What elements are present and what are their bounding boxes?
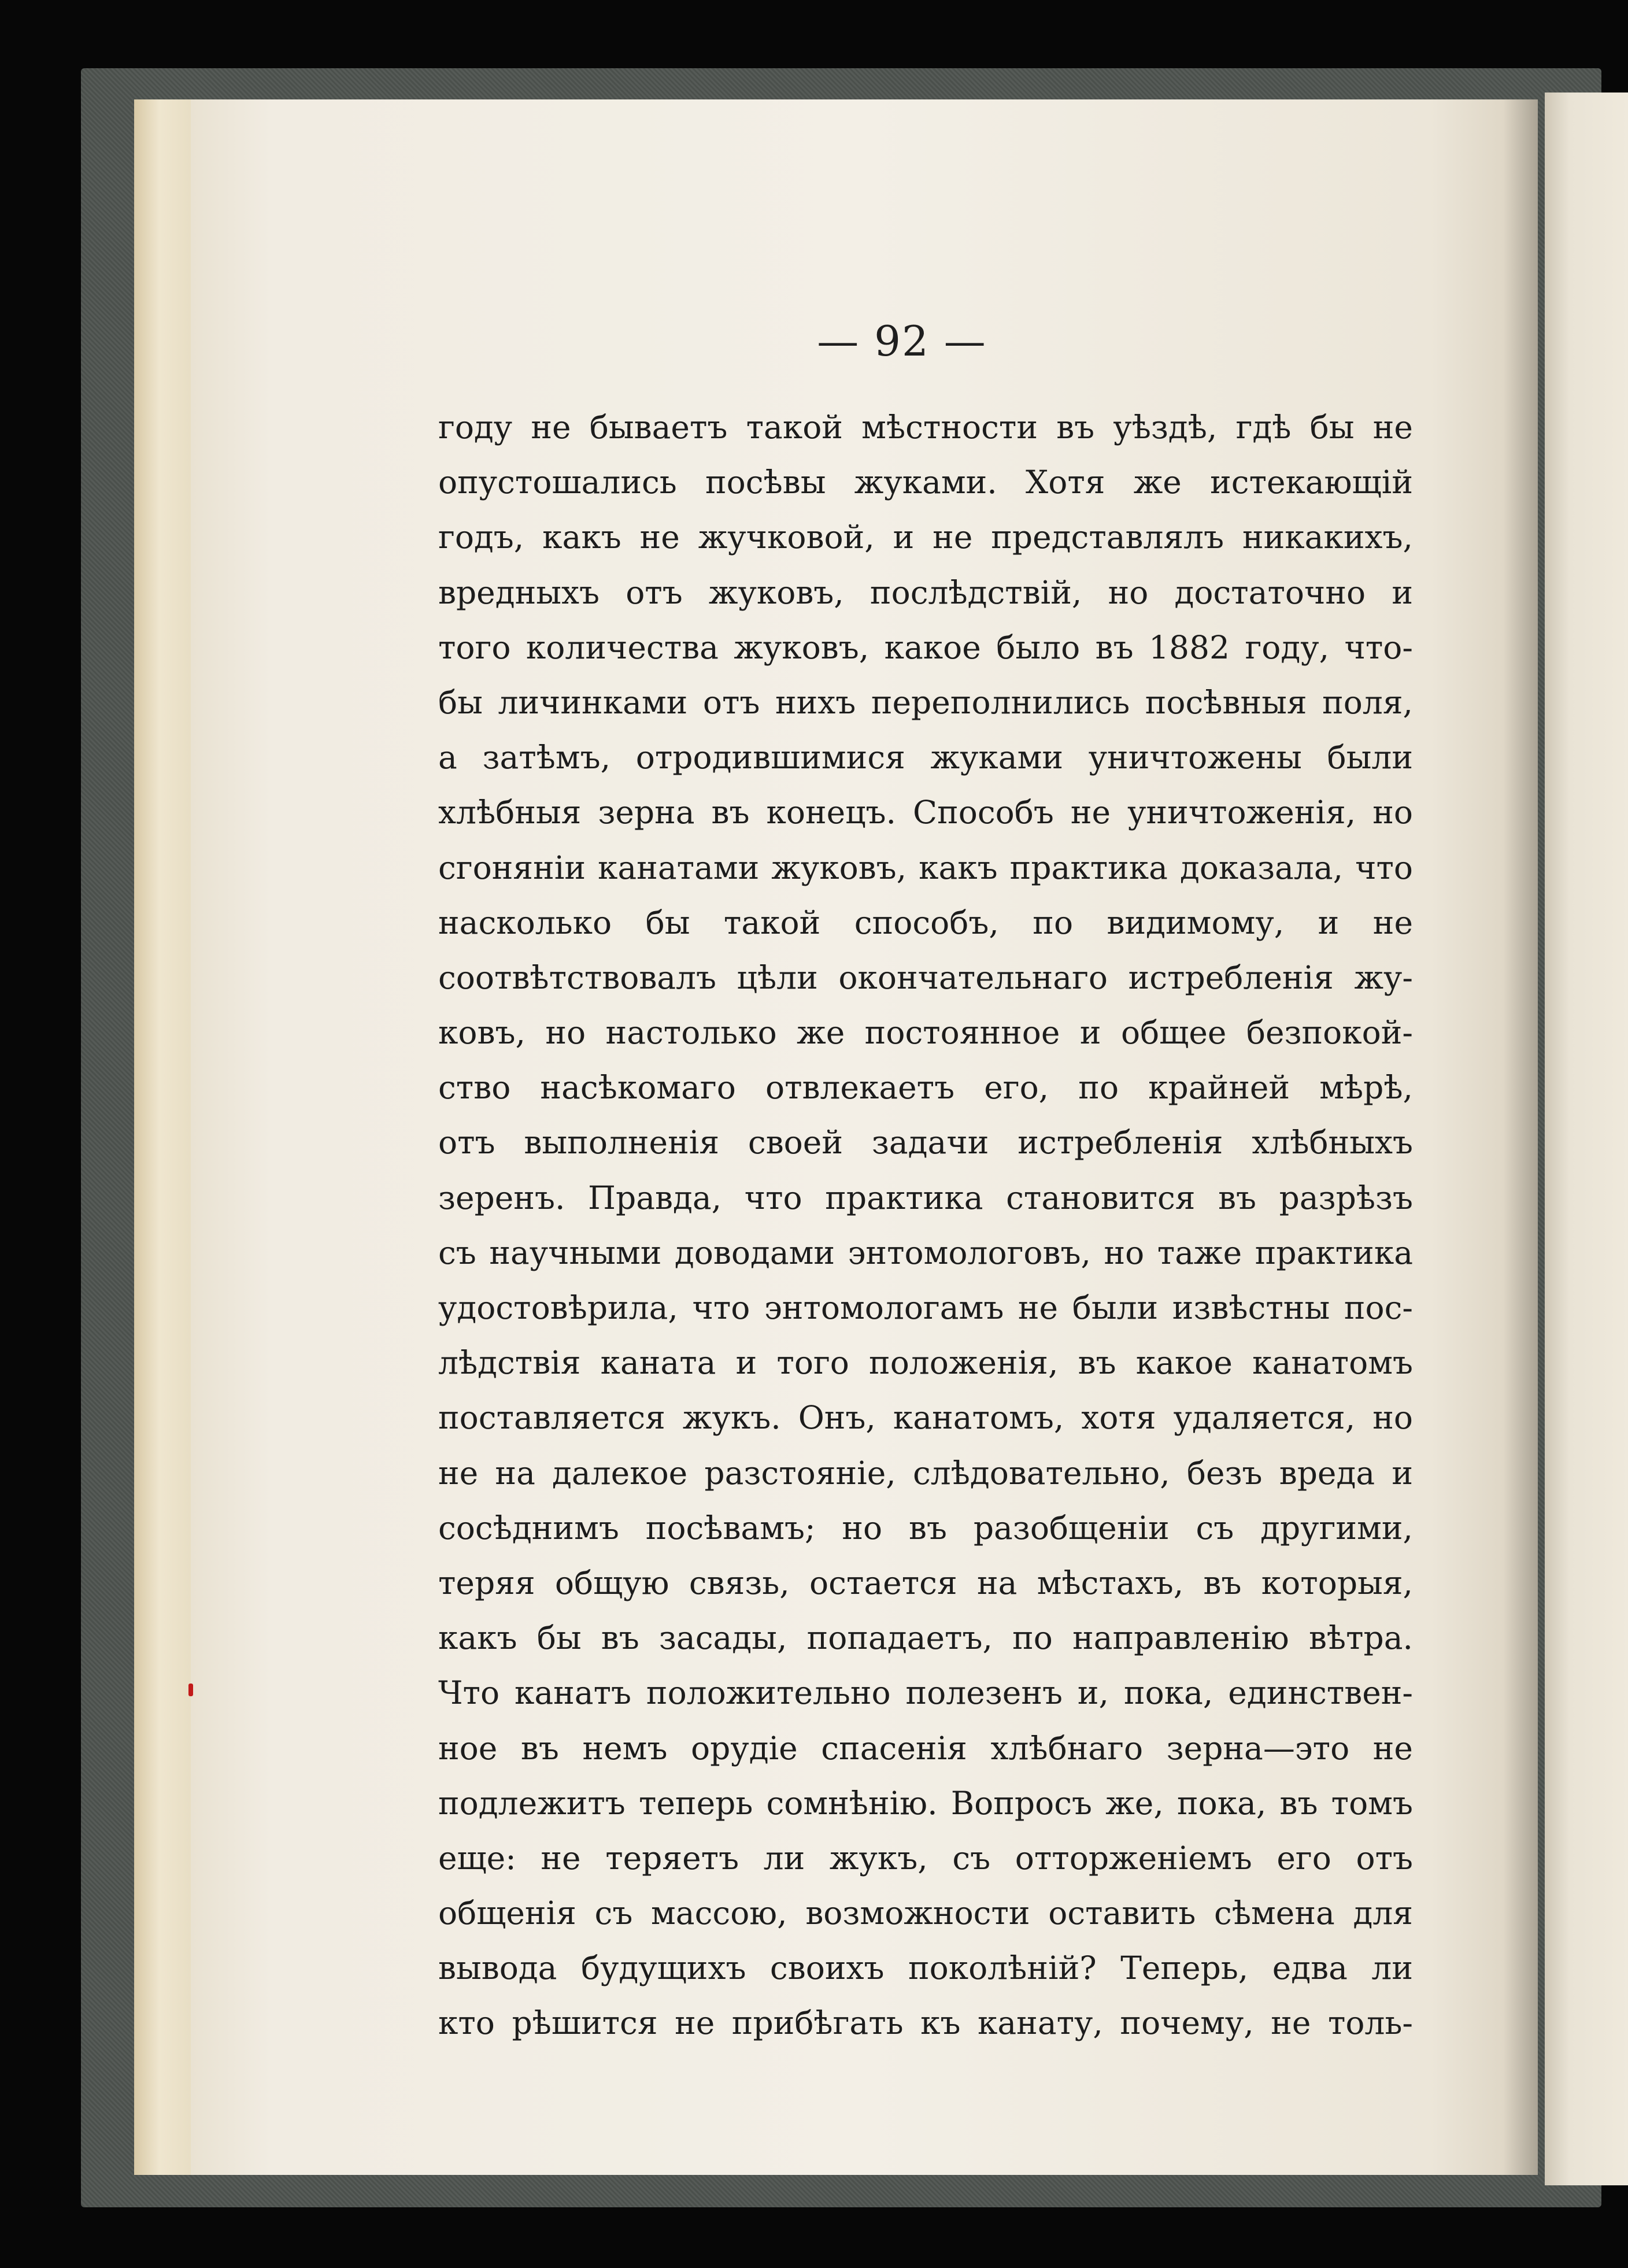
text-line-28: общенія съ массою, возможности оставить сѣмена для xyxy=(438,1895,1413,1932)
text-line-12: ковъ, но настолько же постоянное и общее безпокой- xyxy=(438,1014,1413,1052)
gutter-shadow xyxy=(1503,99,1538,2175)
text-line-29: вывода будущихъ своихъ поколѣній? Теперь, едва ли xyxy=(438,1949,1413,1987)
text-line-14: отъ выполненія своей задачи истребленія хлѣбныхъ xyxy=(438,1124,1413,1161)
text-line-5: того количества жуковъ, какое было въ 1882 году, что- xyxy=(438,628,1413,666)
text-line-11: соотвѣтствовалъ цѣли окончательнаго истребленія жу- xyxy=(438,959,1413,996)
red-ink-mark xyxy=(188,1684,193,1696)
text-line-9: сгоняніи канатами жуковъ, какъ практика доказала, что xyxy=(438,849,1413,886)
next-page-edge xyxy=(1545,93,1628,2185)
text-line-25: ное въ немъ орудіе спасенія хлѣбнаго зерна—это не xyxy=(438,1729,1413,1767)
text-line-21: сосѣднимъ посѣвамъ; но въ разобщеніи съ другими, xyxy=(438,1509,1413,1546)
page-number: — 92 — xyxy=(817,317,987,365)
text-line-6: бы личинками отъ нихъ переполнились посѣвныя поля, xyxy=(438,683,1413,721)
text-line-4: вредныхъ отъ жуковъ, послѣдствій, но достаточно и xyxy=(438,574,1413,611)
text-line-1: году не бываетъ такой мѣстности въ уѣздѣ, гдѣ бы не xyxy=(438,409,1413,446)
text-line-30: кто рѣшится не прибѣгать къ канату, почему, не толь- xyxy=(438,2004,1413,2042)
text-line-22: теряя общую связь, остается на мѣстахъ, въ которыя, xyxy=(438,1564,1413,1601)
text-line-2: опустошались посѣвы жуками. Хотя же истекающій xyxy=(438,464,1413,501)
text-line-24: Что канатъ положительно полезенъ и, пока, единствен- xyxy=(438,1674,1413,1712)
text-line-26: подлежитъ теперь сомнѣнію. Вопросъ же, пока, въ томъ xyxy=(438,1784,1413,1822)
text-line-3: годъ, какъ не жучковой, и не представлялъ никакихъ, xyxy=(438,519,1413,556)
text-line-20: не на далекое разстояніе, слѣдовательно, безъ вреда и xyxy=(438,1454,1413,1492)
text-line-8: хлѣбныя зерна въ конецъ. Способъ не уничтоженія, но xyxy=(438,794,1413,831)
page-edges xyxy=(134,99,198,2175)
text-line-13: ство насѣкомаго отвлекаетъ его, по крайней мѣрѣ, xyxy=(438,1069,1413,1107)
text-line-23: какъ бы въ засады, попадаетъ, по направленію вѣтра. xyxy=(438,1619,1413,1657)
body-text xyxy=(438,400,1413,2051)
text-line-19: поставляется жукъ. Онъ, канатомъ, хотя удаляется, но xyxy=(438,1399,1413,1437)
text-line-7: а затѣмъ, отродившимися жуками уничтожены были xyxy=(438,739,1413,776)
text-line-16: съ научными доводами энтомологовъ, но таже практика xyxy=(438,1234,1413,1271)
text-line-15: зеренъ. Правда, что практика становится въ разрѣзъ xyxy=(438,1179,1413,1216)
text-line-10: насколько бы такой способъ, по видимому, и не xyxy=(438,904,1413,941)
text-line-17: удостовѣрила, что энтомологамъ не были извѣстны пос- xyxy=(438,1289,1413,1326)
text-line-18: лѣдствія каната и того положенія, въ какое канатомъ xyxy=(438,1344,1413,1382)
text-line-27: еще: не теряетъ ли жукъ, съ отторженіемъ его отъ xyxy=(438,1839,1413,1877)
